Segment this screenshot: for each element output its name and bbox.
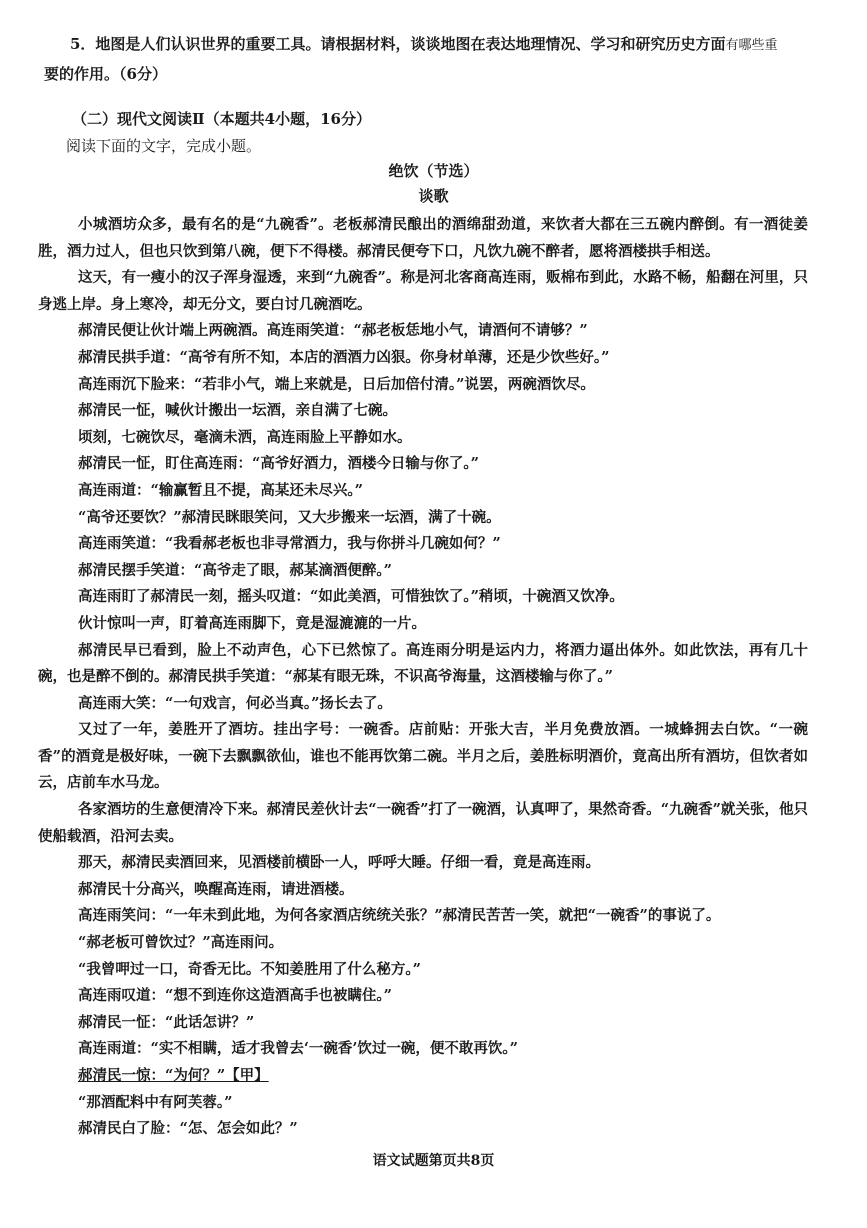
story-paragraph: 郝清民十分高兴，唤醒高连雨，请进酒楼。	[78, 880, 354, 898]
question-5-line-1	[40, 30, 830, 60]
story-paragraph: 郝清民一怔，喊伙计搬出一坛酒，亲自满了七碗。	[78, 402, 397, 420]
story-paragraph: 这天，有一瘦小的汉子浑身湿透，来到“九碗香”。称是河北客商高连雨，贩棉布到此，水路不畅，船翻在河里，只身逃上岸。身上寒冷，却无分文，要白讨几碗酒吃。	[38, 269, 808, 313]
story-paragraph: 高连雨沉下脸来：“若非小气，端上来就是，日后加倍付清。”说罢，两碗酒饮尽。	[78, 375, 595, 393]
section-title: （二）现代文阅读Ⅱ（本题共4小题，16分）	[72, 110, 371, 128]
story-paragraph: 又过了一年，姜胜开了酒坊。挂出字号：一碗香。店前贴：开张大吉，半月免费放酒。一城蜂拥去白饮。“一碗香”的酒竟是极好味，一碗下去飘飘欲仙，谁也不能再饮第二碗。半月之后，姜胜标明酒价，竟高出所有酒坊，但饮者如云，店前车水马龙。	[38, 721, 808, 792]
story-paragraph: 高连雨道：“输赢暂且不提，高某还未尽兴。”	[78, 481, 363, 499]
story-author: 谈歌	[418, 187, 449, 205]
story-paragraph: 顷刻，七碗饮尽，毫滴未洒，高连雨脸上平静如水。	[78, 428, 412, 446]
story-paragraph: 郝清民一怔：“此话怎讲？”	[78, 1013, 255, 1031]
page-footer: 语文试题第页共8页	[372, 1153, 495, 1169]
story-paragraph: 各家酒坊的生意便清冷下来。郝清民差伙计去“一碗香”打了一碗酒，认真呷了，果然奇香。“九碗香”就关张，他只使船载酒，沿河去卖。	[38, 801, 808, 845]
story-paragraph: 郝清民白了脸：“怎、怎会如此？”	[78, 1120, 298, 1138]
story-paragraph: 郝清民一怔，盯住高连雨：“高爷好酒力，酒楼今日输与你了。”	[78, 455, 479, 473]
reading-instruction: 阅读下面的文字，完成小题。	[66, 137, 262, 155]
story-paragraph: 那天，郝清民卖酒回来，见酒楼前横卧一人，呼呼大睡。仔细一看，竟是高连雨。	[78, 854, 600, 872]
question-5	[40, 30, 830, 88]
story-paragraph: “那酒配料中有阿芙蓉。”	[78, 1093, 233, 1111]
story-paragraph: 高连雨叹道：“想不到连你这造酒高手也被瞒住。”	[78, 987, 392, 1005]
story-paragraph: “郝老板可曾饮过？”高连雨问。	[78, 934, 284, 952]
question-5-line-2: 要的作用。（6分）	[44, 65, 167, 83]
story-paragraph: 郝清民拱手道：“高爷有所不知，本店的酒酒力凶狠。你身材单薄，还是少饮些好。”	[78, 348, 610, 366]
story-paragraph: 郝清民摆手笑道：“高爷走了眼，郝某滴酒便醉。”	[78, 561, 392, 579]
question-5-text: 5．地图是人们认识世界的重要工具。请根据材料，谈谈地图在表达地理情况、学习和研究历史方面	[70, 35, 726, 53]
underlined-sentence-jia: 郝清民一惊：“为何？”【甲】	[78, 1067, 269, 1084]
story-paragraph: 郝清民早已看到，脸上不动声色，心下已然惊了。高连雨分明是运内力，将酒力逼出体外。如此饮法，再有几十碗，也是醉不倒的。郝清民拱手笑道：“郝某有眼无珠，不识高爷海量，这酒楼输与你了。”	[38, 641, 808, 686]
story-paragraph: 高连雨道：“实不相瞒，适才我曾去‘一碗香’饮过一碗，便不敢再饮。”	[78, 1040, 519, 1058]
story-paragraph: 高连雨大笑：“一句戏言，何必当真。”扬长去了。	[78, 694, 392, 712]
question-5-handwritten-insert: 有哪些重	[725, 38, 778, 53]
story-paragraph: 小城酒坊众多，最有名的是“九碗香”。老板郝清民酿出的酒绵甜劲道，来饮者大都在三五碗内醉倒。有一酒徒姜胜，酒力过人，但也只饮到第八碗，便下不得楼。郝清民便夸下口，凡饮九碗不醉者，愿将酒楼拱手相送。	[38, 216, 808, 260]
story-paragraph: 高连雨笑问：“一年未到此地，为何各家酒店统统关张？”郝清民苦苦一笑，就把“一碗香”的事说了。	[78, 907, 721, 925]
story-paragraph-underlined	[38, 1063, 808, 1090]
story-paragraph: 伙计惊叫一声，盯着高连雨脚下，竟是湿漉漉的一片。	[78, 614, 426, 632]
story-paragraph: 高连雨笑道：“我看郝老板也非寻常酒力，我与你拼斗几碗如何？”	[78, 535, 501, 553]
story-title: 绝饮（节选）	[388, 162, 479, 180]
story-body	[38, 212, 808, 1143]
story-paragraph: “高爷还要饮？”郝清民眯眼笑问，又大步搬来一坛酒，满了十碗。	[78, 508, 501, 526]
story-paragraph: 高连雨盯了郝清民一刻，摇头叹道：“如此美酒，可惜独饮了。”稍顷，十碗酒又饮净。	[78, 588, 624, 606]
story-paragraph: 郝清民便让伙计端上两碗酒。高连雨笑道：“郝老板恁地小气，请酒何不请够？”	[78, 322, 588, 340]
story-paragraph: “我曾呷过一口，奇香无比。不知姜胜用了什么秘方。”	[78, 960, 421, 978]
